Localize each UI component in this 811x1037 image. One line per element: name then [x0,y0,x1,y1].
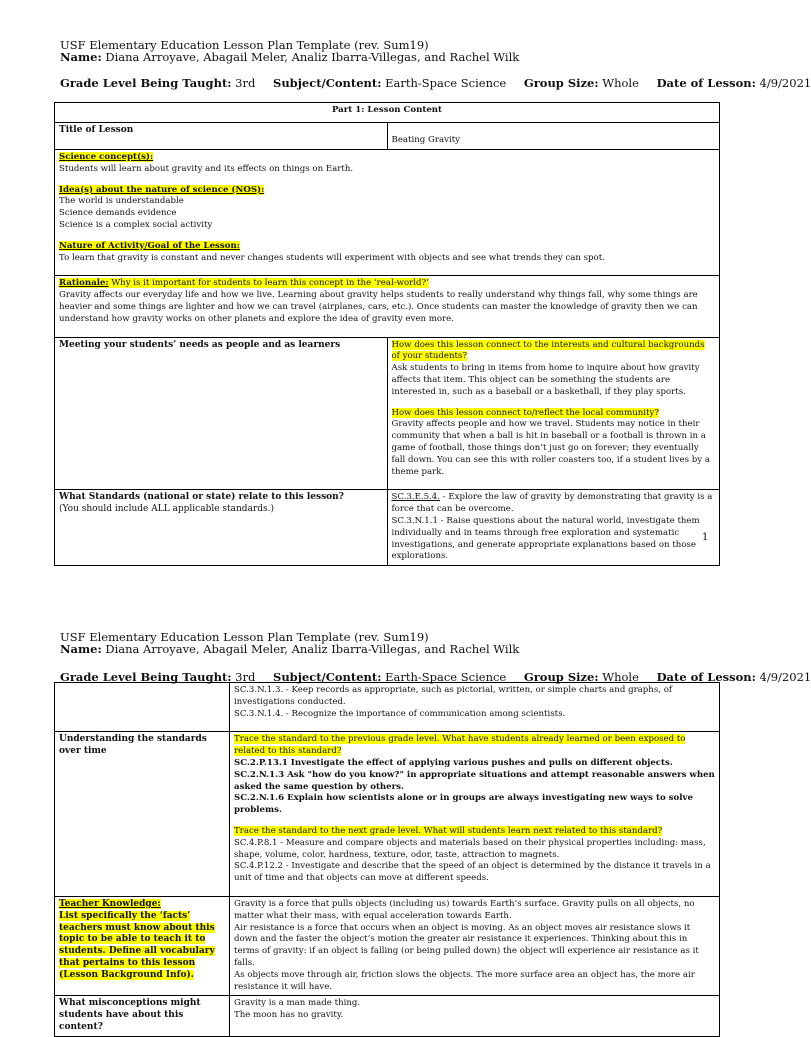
rationale-heading: Rationale: [59,278,109,289]
concepts-cell [55,150,720,276]
misconceptions-label: What misconceptions might students have about this content? [55,996,230,1036]
previous-grade-question: Trace the standard to the previous grade level. What have students already learned or been exposed to related to this standard? [234,734,686,757]
teacher-knowledge-description: List specifically the ‘facts’ teachers must know about this topic to be able to teach it to students. Define all vocabulary that pertains to this lesson (Lesson Background Info). [59,910,215,980]
title-value: Beating Gravity [391,135,461,145]
subject-value: Earth-Space Science [385,670,507,684]
understanding-cell [230,732,720,897]
part-title: Part 1: Lesson Content [55,103,720,123]
rationale-question: Why is it important for students to learn this concept in the ‘real-world?’ [108,278,429,289]
standards-note: (You should include ALL applicable standards.) [59,504,274,515]
standards-cont-label [55,683,230,732]
misconceptions-row [55,996,720,1036]
next-standard-2: SC.4.P.12.2 - Investigate and describe that the speed of an object is determined by the distance it travels in a unit of time and that objects can move at different speeds. [234,861,711,884]
template-title: USF Elementary Education Lesson Plan Template (rev. Sum19) [60,630,429,644]
science-concepts-text: Students will learn about gravity and its effects on things on Earth. [59,163,354,174]
needs-label: Meeting your students’ needs as people and as learners [55,337,388,490]
understanding-label: Understanding the standards over time [55,732,230,897]
rationale-cell [55,276,720,337]
misconception-item: The moon has no gravity. [234,1010,344,1021]
authors-line [60,50,519,64]
understanding-row [55,732,720,897]
needs-question-2: How does this lesson connect to/reflect the local community? [391,407,659,418]
title-row [55,123,720,150]
teacher-knowledge-text-3: As objects move through air, friction slows the objects. The more surface area an object has, the more air resistance it will have. [234,969,695,992]
science-concepts-heading: Science concept(s): [59,152,154,162]
name-value: Diana Arroyave, Abagail Meler, Analiz Ibarra-Villegas, and Rachel Wilk [105,50,520,64]
lesson-content-table [54,102,720,566]
teacher-knowledge-text-1: Gravity is a force that pulls objects (including us) towards Earth’s surface. Gravity pulls on all objects, no matter what their mass, with equal acceleration towards Earth. [234,898,695,921]
previous-standard: SC.2.N.1.6 Explain how scientists alone or in groups are always investigating new ways to solve problems. [234,793,693,816]
needs-row [55,337,720,490]
standard-text-4: SC.3.N.1.4. - Recognize the importance of communication among scientists. [234,708,566,719]
nos-heading: Idea(s) about the nature of science (NOS): [59,184,265,195]
standards-cell [387,490,720,566]
goal-heading: Nature of Activity/Goal of the Lesson: [59,240,240,251]
part-title-row [55,103,720,123]
date-label: Date of Lesson: [656,670,756,684]
nos-item: Science is a complex social activity [59,219,213,230]
subject-label: Subject/Content: [273,76,382,90]
lesson-info-line [60,76,811,90]
group-size-value: Whole [602,76,639,90]
grade-label: Grade Level Being Taught: [60,76,232,90]
group-size-value: Whole [602,670,639,684]
template-title: USF Elementary Education Lesson Plan Template (rev. Sum19) [60,38,429,52]
authors-line [60,642,519,656]
name-value: Diana Arroyave, Abagail Meler, Analiz Ibarra-Villegas, and Rachel Wilk [105,642,520,656]
needs-answer-1: Ask students to bring in items from home to inquire about how gravity affects that item. This object can be something the students are interested in, such as a baseball or a basketball, if they play sports. [391,363,700,397]
grade-label: Grade Level Being Taught: [60,670,232,684]
teacher-knowledge-row [55,896,720,995]
rationale-text: Gravity affects our everyday life and how we live. Learning about gravity helps students to really understand why things fall, why some things are heavier and some things are lighter and how we can travel (airplanes, cars, etc.). Once students can master the knowledge of gravity then we can understand how gravity works on other planets and explore the idea of gravity even more. [59,290,698,324]
needs-answer-2: Gravity affects people and how we travel. Students may notice in their community that when a ball is hit in baseball or a football is thrown in a game of football, those things don’t just go on forever; they eventually fall down. You can see this with roller coasters too, if a student lives by a theme park. [391,419,710,477]
nos-item: Science demands evidence [59,208,177,219]
needs-question-1: How does this lesson connect to the interests and cultural backgrounds of your students? [391,339,705,362]
misconception-item: Gravity is a man made thing. [234,998,361,1009]
standard-code-link[interactable]: SC.3.E.5.4. [391,492,440,503]
lesson-content-table-continued [54,682,720,1037]
subject-label: Subject/Content: [273,670,382,684]
next-grade-question: Trace the standard to the next grade level. What will students learn next related to this standard? [234,825,663,836]
next-standard-1: SC.4.P.8.1 - Measure and compare objects and materials based on their physical properties including: mass, shape, volume, color, hardness, texture, odor, taste, attraction to magnets. [234,837,706,860]
standards-cont-cell [230,683,720,732]
standard-text-3: SC.3.N.1.3. - Keep records as appropriate, such as pictorial, written, or simple charts and graphs, of investigations conducted. [234,685,673,707]
standards-label-cell [55,490,388,566]
date-value: 4/9/2021 [759,670,811,684]
rationale-row [55,276,720,337]
standard-text-1: - Explore the law of gravity by demonstrating that gravity is a force that can be overcome. [391,492,713,515]
title-cell [387,123,720,150]
subject-value: Earth-Space Science [385,76,507,90]
misconceptions-cell [230,996,720,1036]
page-2 [0,600,811,1032]
previous-standard: SC.2.P.13.1 Investigate the effect of applying various pushes and pulls on different objects. [234,757,673,768]
teacher-knowledge-heading: Teacher Knowledge: [59,898,161,909]
standard-text-2: SC.3.N.1.1 - Raise questions about the natural world, investigate them individually and in teams through free exploration and systematic investigations, and generate appropriate explanations based on those explorations. [391,515,700,562]
previous-standard: SC.2.N.1.3 Ask "how do you know?" in appropriate situations and attempt reasonable answers when asked the same question by others. [234,769,715,792]
grade-value: 3rd [235,670,256,684]
teacher-knowledge-label-cell [55,896,230,995]
grade-value: 3rd [235,76,256,90]
date-value: 4/9/2021 [759,76,811,90]
name-label: Name: [60,642,102,656]
concepts-row [55,150,720,276]
group-size-label: Group Size: [523,76,599,90]
group-size-label: Group Size: [523,670,599,684]
standards-label: What Standards (national or state) relate to this lesson? [59,492,344,503]
goal-text: To learn that gravity is constant and never changes students will experiment with objects and see what trends they can spot. [59,252,605,263]
standards-cont-row [55,683,720,732]
teacher-knowledge-cell [230,896,720,995]
date-label: Date of Lesson: [656,76,756,90]
name-label: Name: [60,50,102,64]
page-number: 1 [702,532,709,543]
needs-cell [387,337,720,490]
title-label: Title of Lesson [55,123,388,150]
teacher-knowledge-text-2: Air resistance is a force that occurs when an object is moving. As an object moves air resistance slows it down and the faster the object’s motion the greater air resistance it experiences. Thinking about this in terms of gravity: if an object is falling (or being pulled down) the object will experience air resistance as it falls. [234,922,699,968]
nos-item: The world is understandable [59,196,184,207]
standards-row [55,490,720,566]
